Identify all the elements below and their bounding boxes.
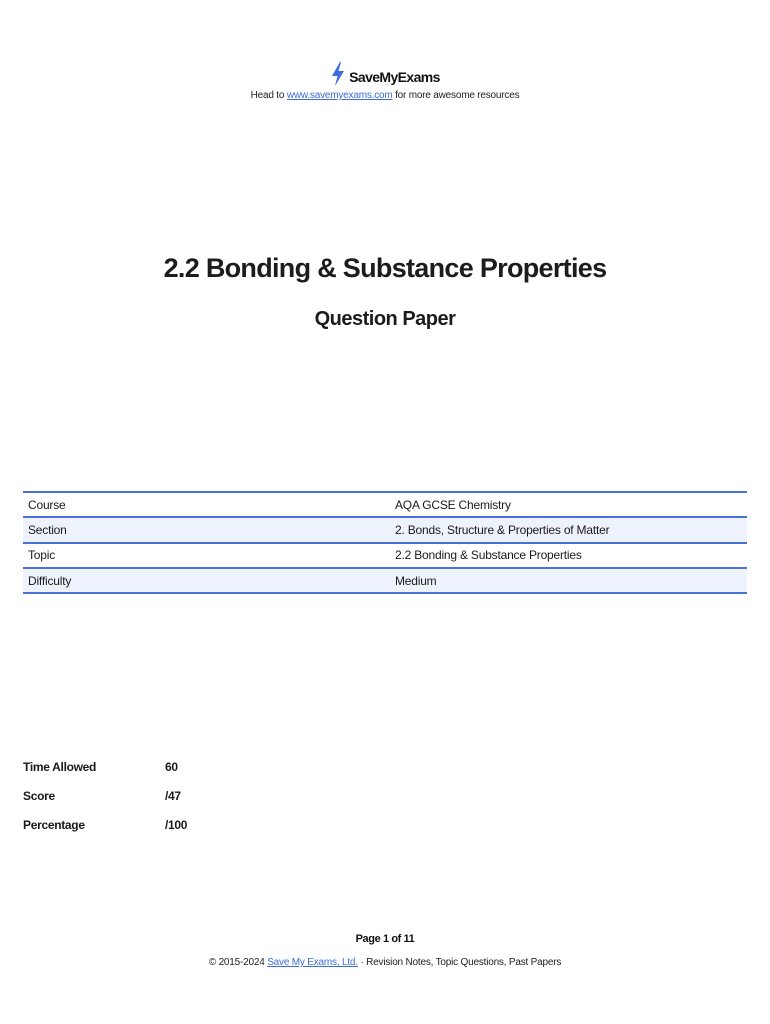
row-value: 2.2 Bonding & Substance Properties — [390, 543, 747, 568]
website-link[interactable]: www.savemyexams.com — [286, 90, 393, 101]
row-label: Difficulty — [23, 568, 390, 593]
table-row — [23, 568, 747, 593]
copyright-suffix: · Revision Notes, Topic Questions, Past Papers — [357, 957, 562, 968]
header-promo — [0, 90, 770, 101]
footer-copyright — [0, 957, 770, 968]
table-row — [23, 517, 747, 542]
copyright-prefix: © 2015-2024 — [208, 957, 268, 968]
lightning-bolt-icon — [330, 62, 346, 91]
stat-label: Percentage — [23, 818, 85, 832]
info-table — [23, 491, 747, 594]
brand-logo[interactable] — [0, 62, 770, 91]
stat-value: 60 — [165, 760, 178, 774]
row-value: Medium — [390, 568, 747, 593]
row-label: Section — [23, 517, 390, 542]
stat-value: /100 — [165, 818, 188, 832]
row-label: Course — [23, 492, 390, 517]
table-row — [23, 492, 747, 517]
stats-block — [23, 760, 187, 847]
header-prefix: Head to — [250, 90, 287, 101]
stat-label: Time Allowed — [23, 760, 97, 774]
page-number: Page 1 of 11 — [355, 933, 415, 945]
document-subtitle: Question Paper — [314, 308, 456, 330]
table-row — [23, 543, 747, 568]
stat-value: /47 — [165, 789, 181, 803]
row-value: 2. Bonds, Structure & Properties of Matter — [390, 517, 747, 542]
stat-row — [23, 760, 187, 789]
brand-name: SaveMyExams — [349, 68, 440, 85]
stat-label: Score — [23, 789, 55, 803]
header-suffix: for more awesome resources — [392, 90, 520, 101]
stat-row — [23, 818, 187, 847]
row-value: AQA GCSE Chemistry — [390, 492, 747, 517]
stat-row — [23, 789, 187, 818]
company-link[interactable]: Save My Exams, Ltd. — [267, 957, 358, 968]
document-title: 2.2 Bonding & Substance Properties — [163, 253, 607, 283]
row-label: Topic — [23, 543, 390, 568]
